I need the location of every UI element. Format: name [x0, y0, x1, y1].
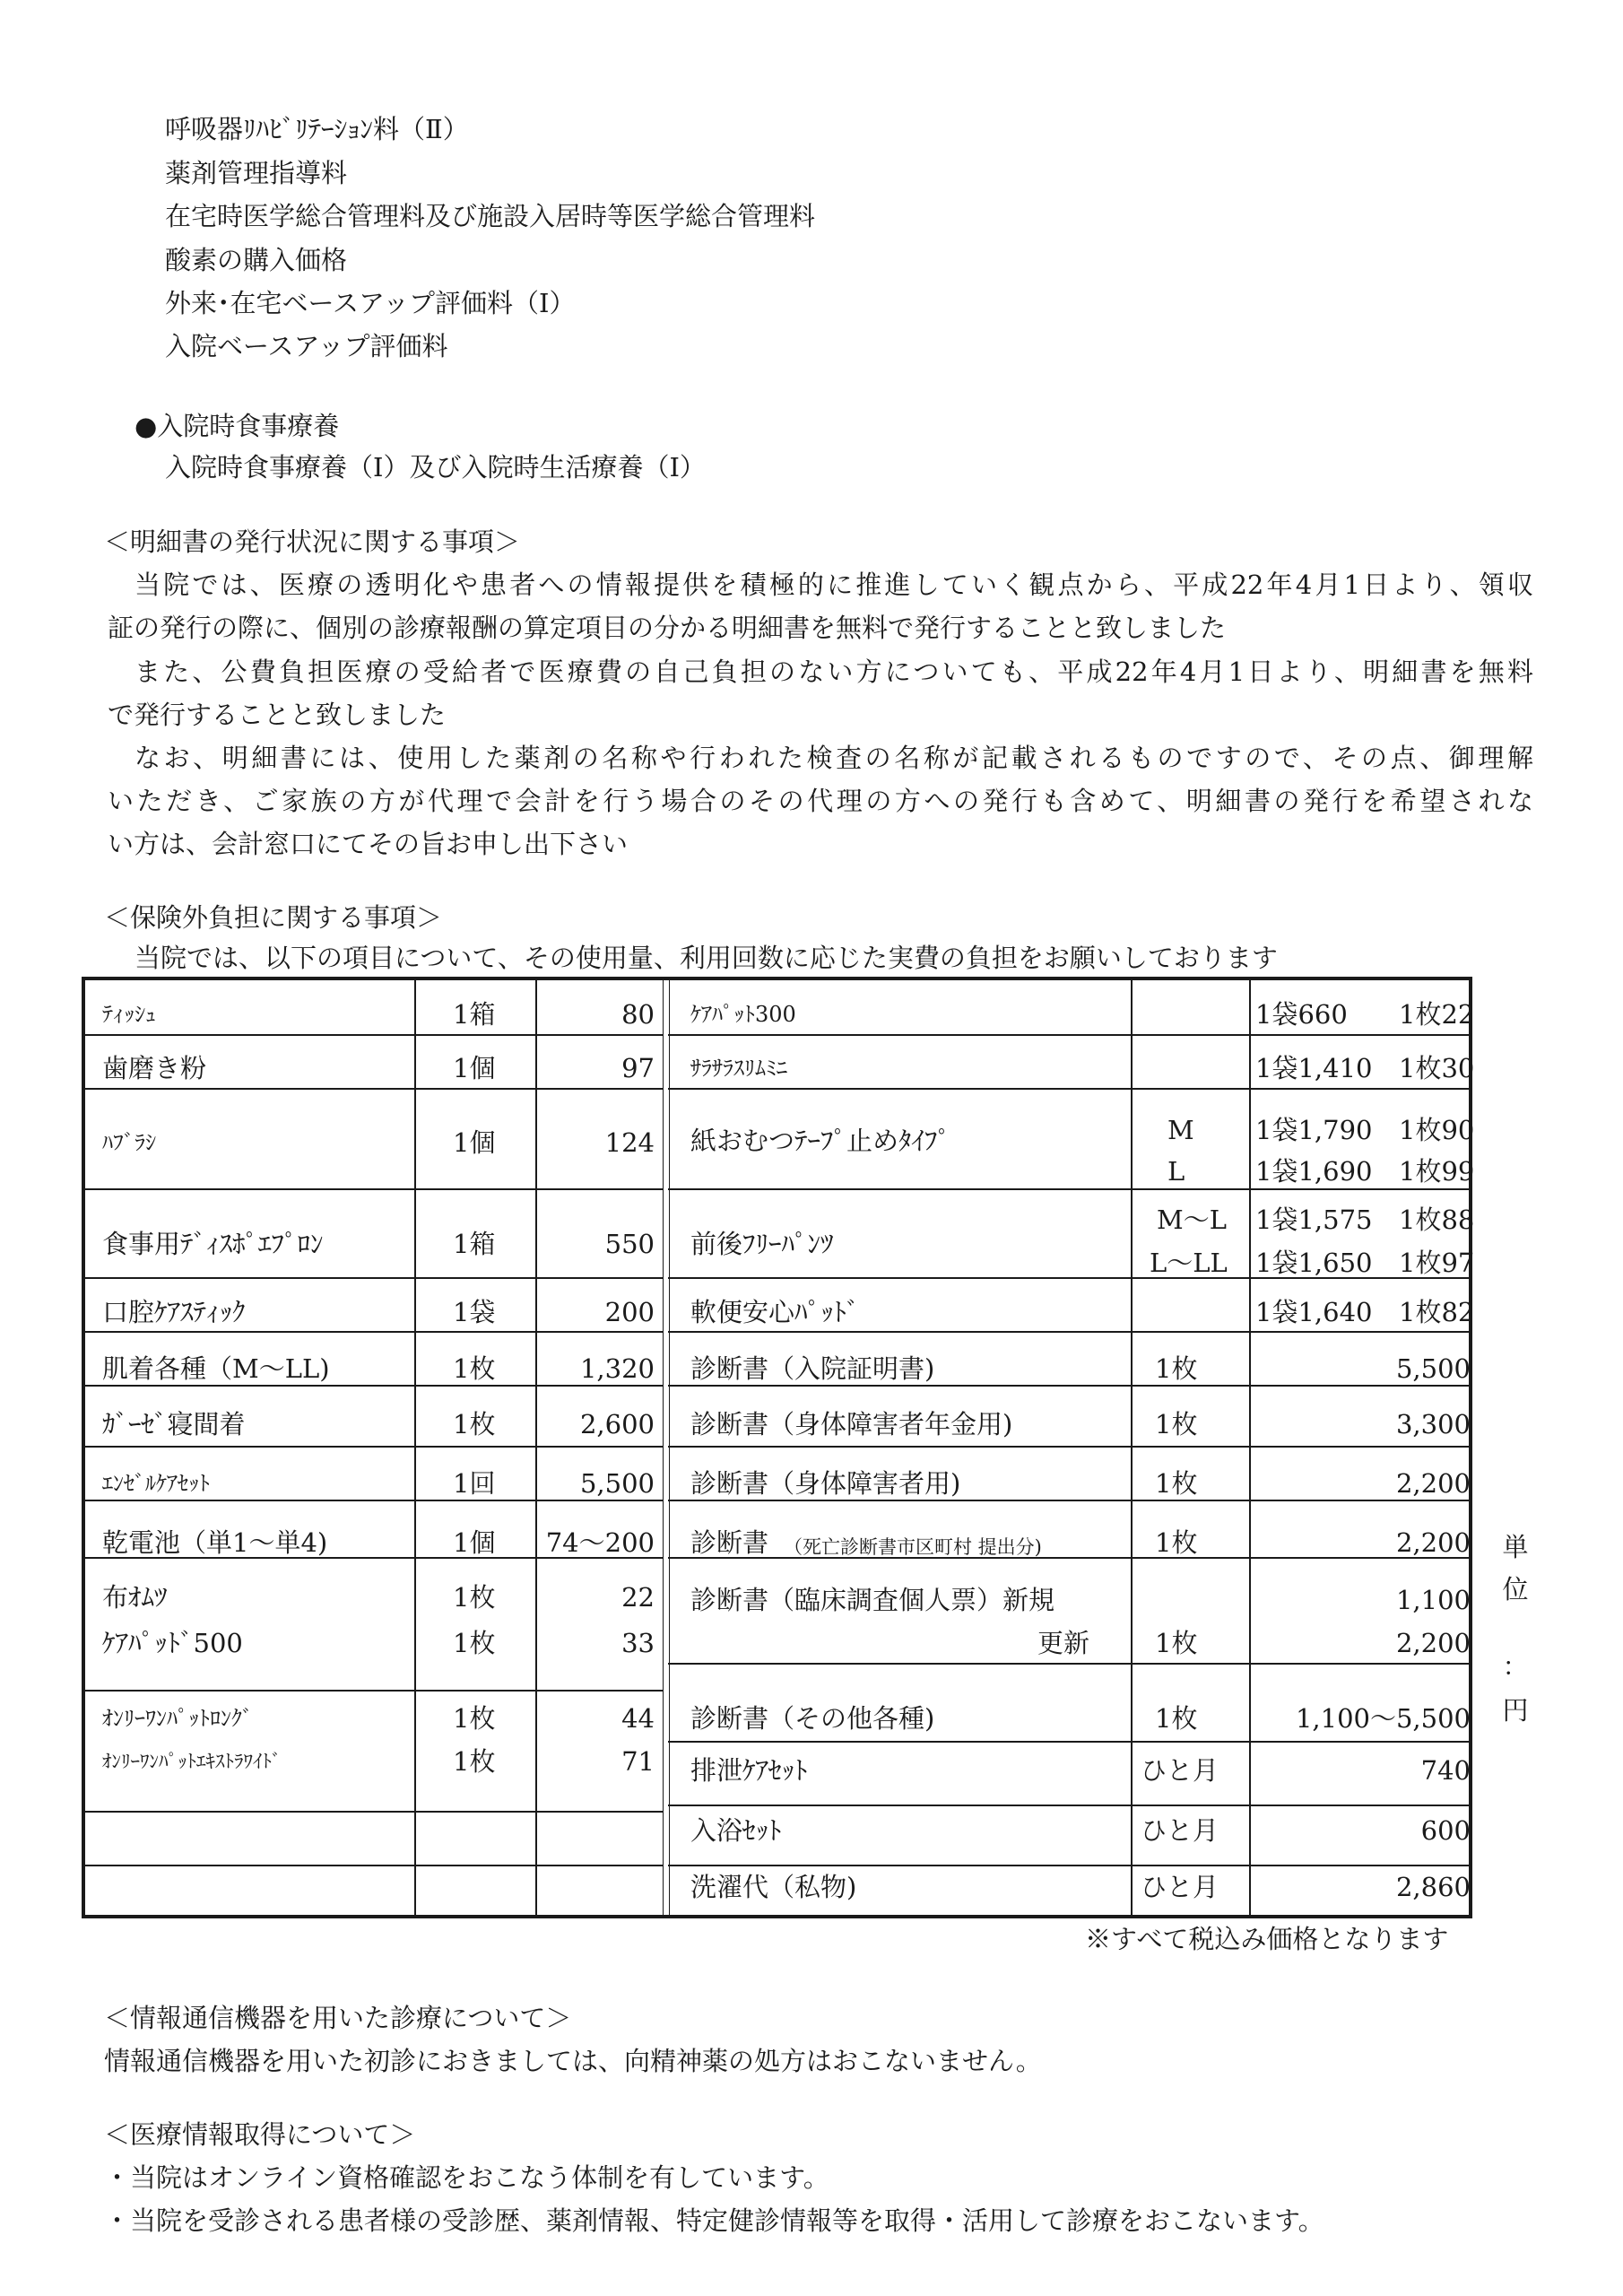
right-unit: 1枚 [1155, 1409, 1198, 1439]
left-name: ｵﾝﾘｰﾜﾝﾊﾟｯﾄｴｷｽﾄﾗﾜｲﾄﾞ [102, 1751, 282, 1772]
left-unit: 1枚 [453, 1703, 496, 1734]
left-price: 74～200 [545, 1527, 655, 1558]
item-inpatient-baseup: 入院ベースアップ評価料 [165, 331, 448, 361]
left-unit: 1枚 [453, 1353, 496, 1384]
left-unit: 1袋 [453, 1297, 496, 1327]
non-insurance-intro: 当院では、以下の項目について、その使用量、利用回数に応じた実費の負担をお願いしております [135, 943, 1278, 973]
right-sheet-price: 1枚22 [1399, 999, 1475, 1030]
left-unit: 1箱 [453, 999, 496, 1030]
left-unit: 1枚 [453, 1582, 496, 1613]
right-name: ｹｱﾊﾟｯﾄ300 [690, 1002, 796, 1027]
non-insurance-heading: ＜保険外負担に関する事項＞ [104, 902, 443, 933]
left-name: ｹｱﾊﾟｯﾄﾞ500 [102, 1628, 243, 1658]
unit-label: ： [1502, 1651, 1529, 1682]
right-price: 2,860 [1395, 1872, 1471, 1902]
right-price: 1,100 [1395, 1585, 1471, 1615]
right-sheet-price: 1枚90 [1399, 1115, 1475, 1145]
statement-line-3: また、公費負担医療の受給者で医療費の自己負担のない方についても、平成22年4月1日より、明細書を無料 [135, 657, 1533, 687]
left-price: 33 [621, 1628, 655, 1658]
right-name: ｻﾗｻﾗｽﾘﾑﾐﾆ [690, 1056, 787, 1081]
left-price: 80 [621, 999, 655, 1030]
right-size: M [1167, 1115, 1194, 1145]
right-price: 2,200 [1395, 1468, 1471, 1499]
left-name: 食事用ﾃﾞｨｽﾎﾟｴﾌﾟﾛﾝ [102, 1229, 324, 1259]
right-name: 洗濯代（私物) [690, 1872, 857, 1902]
left-price: 71 [621, 1746, 655, 1777]
unit-label: 円 [1502, 1695, 1529, 1726]
left-unit: 1個 [453, 1053, 496, 1083]
left-price: 124 [604, 1127, 655, 1158]
left-price: 2,600 [579, 1409, 655, 1439]
right-price: 2,200 [1395, 1628, 1471, 1658]
statement-line-2: 証の発行の際に、個別の診療報酬の算定項目の分かる明細書を無料で発行することと致しました [108, 613, 1227, 643]
right-renew-label: 更新 [1037, 1628, 1090, 1658]
right-bag-price: 1袋1,410 [1255, 1053, 1373, 1083]
left-name: 歯磨き粉 [102, 1053, 207, 1083]
col-divider [1249, 980, 1251, 1915]
right-size: M～L [1157, 1205, 1227, 1235]
statement-line-1: 当院では、医療の透明化や患者への情報提供を積極的に推進していく観点から、平成22年4月1日より、領収 [135, 570, 1533, 600]
left-name: 布ｵﾑﾂ [102, 1582, 168, 1613]
col-divider [535, 980, 537, 1915]
right-name-sub: （死亡診断書市区町村 提出分) [784, 1536, 1042, 1558]
meal-heading: ●入院時食事療養 [135, 411, 340, 441]
right-unit: 1枚 [1155, 1353, 1198, 1384]
right-name: 診断書（身体障害者年金用) [690, 1409, 1013, 1439]
right-bag-price: 1袋1,790 [1255, 1115, 1373, 1145]
right-price: 5,500 [1395, 1353, 1471, 1384]
right-name: 紙おむつﾃｰﾌﾟ止めﾀｲﾌﾟ [690, 1126, 951, 1156]
left-price: 1,320 [579, 1353, 655, 1384]
right-bag-price: 1袋1,650 [1255, 1248, 1373, 1278]
right-name: 診断書（その他各種) [690, 1703, 935, 1734]
item-outpatient-baseup: 外来･在宅ベースアップ評価料（Ⅰ） [165, 288, 576, 318]
left-name: ｴﾝｾﾞﾙｹｱｾｯﾄ [102, 1471, 210, 1496]
right-name: 診断書（臨床調査個人票）新規 [690, 1585, 1055, 1615]
right-size: L～LL [1150, 1248, 1228, 1278]
right-sheet-price: 1枚97 [1399, 1248, 1475, 1278]
right-unit: 1枚 [1155, 1527, 1198, 1558]
statement-line-7: い方は、会計窓口にてその旨お申し出下さい [108, 829, 629, 859]
left-name: 乾電池（単1～単4) [102, 1527, 328, 1558]
right-price: 600 [1420, 1815, 1471, 1846]
telemed-heading: ＜情報通信機器を用いた診療について＞ [104, 2003, 572, 2033]
item-respiratory-rehab: 呼吸器ﾘﾊﾋﾞﾘﾃｰｼｮﾝ料（Ⅱ） [165, 114, 469, 144]
medinfo-item: ・当院を受診される患者様の受診歴、薬剤情報、特定健診情報等を取得・活用して診療をおこないます。 [104, 2205, 1324, 2236]
statement-line-4: で発行することと致しました [108, 700, 447, 730]
left-unit: 1枚 [453, 1409, 496, 1439]
left-name: ｵﾝﾘｰﾜﾝﾊﾟｯﾄﾛﾝｸﾞ [102, 1706, 253, 1731]
statement-line-5: なお、明細書には、使用した薬剤の名称や行われた検査の名称が記載されるものですので、その点、御理解 [135, 743, 1533, 773]
left-price: 97 [621, 1053, 655, 1083]
left-unit: 1枚 [453, 1746, 496, 1777]
right-unit: ひと月 [1141, 1872, 1219, 1902]
medinfo-heading: ＜医療情報取得について＞ [104, 2119, 416, 2150]
right-unit: ひと月 [1141, 1755, 1219, 1786]
left-name: ﾃｨｯｼｭ [102, 1002, 156, 1027]
right-bag-price: 1袋660 [1255, 999, 1348, 1030]
right-size: L [1167, 1156, 1185, 1187]
left-price: 44 [621, 1703, 655, 1734]
right-sheet-price: 1枚88 [1399, 1205, 1475, 1235]
left-price: 22 [621, 1582, 655, 1613]
right-price: 1,100～5,500 [1295, 1703, 1471, 1734]
left-unit: 1個 [453, 1127, 496, 1158]
item-oxygen: 酸素の購入価格 [165, 245, 348, 275]
left-unit: 1個 [453, 1527, 496, 1558]
statement-line-6: いただき、ご家族の方が代理で会計を行う場合のその代理の方への発行も含めて、明細書の発行を希望されな [108, 786, 1533, 816]
right-name: 前後ﾌﾘｰﾊﾟﾝﾂ [690, 1229, 834, 1259]
left-name: 口腔ｹｱｽﾃｨｯｸ [102, 1297, 246, 1327]
center-divider [663, 980, 670, 1915]
right-unit: 1枚 [1155, 1468, 1198, 1499]
right-sheet-price: 1枚99 [1399, 1156, 1475, 1187]
left-name: 肌着各種（M～LL) [102, 1353, 330, 1384]
unit-label: 単 [1502, 1532, 1529, 1562]
right-unit: ひと月 [1141, 1815, 1219, 1846]
left-unit: 1回 [453, 1468, 496, 1499]
right-unit: 1枚 [1155, 1628, 1198, 1658]
right-bag-price: 1袋1,640 [1255, 1297, 1373, 1327]
right-name: 診断書（身体障害者用) [690, 1468, 961, 1499]
col-divider [414, 980, 416, 1915]
item-drug-management: 薬剤管理指導料 [165, 158, 348, 188]
right-name: 入浴ｾｯﾄ [690, 1815, 782, 1846]
medinfo-item: ・当院はオンライン資格確認をおこなう体制を有しています。 [104, 2162, 829, 2193]
right-bag-price: 1袋1,690 [1255, 1156, 1373, 1187]
right-price: 2,200 [1395, 1527, 1471, 1558]
right-sheet-price: 1枚30 [1399, 1053, 1475, 1083]
meal-item: 入院時食事療養（Ⅰ）及び入院時生活療養（Ⅰ） [165, 452, 706, 483]
left-price: 200 [604, 1297, 655, 1327]
right-price: 740 [1420, 1755, 1471, 1786]
left-name: ﾊﾌﾞﾗｼ [102, 1130, 156, 1155]
right-name: 排泄ｹｱｾｯﾄ [690, 1755, 808, 1786]
statement-heading: ＜明細書の発行状況に関する事項＞ [104, 526, 521, 557]
tax-note: ※すべて税込み価格となります [1085, 1924, 1449, 1954]
right-price: 3,300 [1395, 1409, 1471, 1439]
right-name: 軟便安心ﾊﾟｯﾄﾞ [690, 1297, 860, 1327]
telemed-text: 情報通信機器を用いた初診におきましては、向精神薬の処方はおこないません。 [104, 2046, 1042, 2076]
right-bag-price: 1袋1,575 [1255, 1205, 1373, 1235]
col-divider [1131, 980, 1133, 1915]
left-price: 550 [604, 1229, 655, 1259]
left-unit: 1箱 [453, 1229, 496, 1259]
item-home-medical: 在宅時医学総合管理料及び施設入居時等医学総合管理料 [165, 201, 816, 231]
left-price: 5,500 [579, 1468, 655, 1499]
left-unit: 1枚 [453, 1628, 496, 1658]
right-name: 診断書 [690, 1527, 769, 1558]
unit-label: 位 [1502, 1574, 1529, 1605]
left-name: ｶﾞｰｾﾞ寝間着 [102, 1409, 246, 1439]
right-unit: 1枚 [1155, 1703, 1198, 1734]
right-name: 診断書（入院証明書) [690, 1353, 935, 1384]
right-sheet-price: 1枚82 [1399, 1297, 1475, 1327]
